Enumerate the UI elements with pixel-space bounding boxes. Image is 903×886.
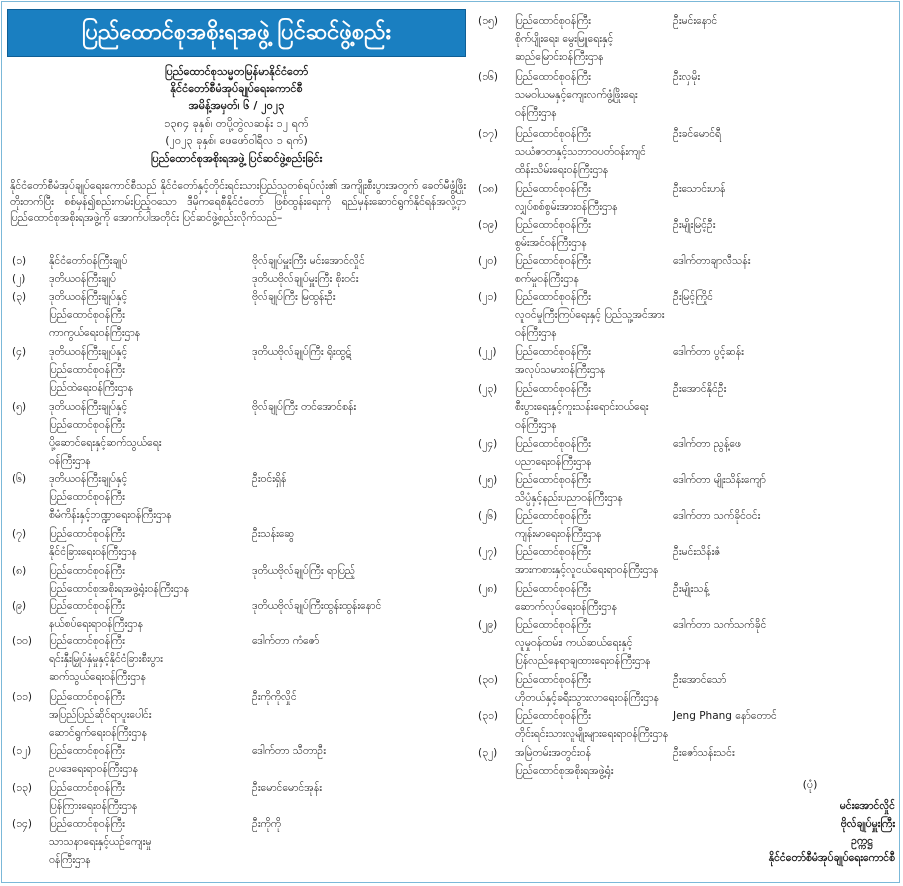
signature-mark: (ပုံ) (802, 778, 818, 791)
ministry-title (49, 815, 244, 869)
ministry-title-line: ပြည်ထောင်စုဝန်ကြီး (515, 619, 591, 631)
ministry-title (49, 632, 244, 686)
ministry-title-line: ပြည်ထောင်စုဝန်ကြီး (515, 583, 591, 595)
intro-paragraph: နိုင်ငံတော်စီမံအုပ်ချုပ်ရေးကောင်စီသည် နိုင်ငံတော်နှင့်တိုင်းရင်းသားပြည်သူတစ်ရပ်လုံး၏ အကျိုးစီးပွားအတွက် ခေတ်မီဖွံ့ဖြိုးတိုးတက်ပြီး စစ်မှန်၍စည်းကမ်းပြည့်ဝသော ဒီမိုကရေစီနိုင်ငံတော် ဖြစ်ထွန်းရေးကို ရည်မှန်းဆောင်ရွက်နိုင်ရန်အလို့ငှာ ပြည်ထောင်စုအစိုးရအဖွဲ့ကို အောက်ပါအတိုင်း ပြင်ဆင်ဖွဲ့စည်းလိုက်သည်– (10, 180, 466, 224)
appointment-number: (၁၀) (12, 635, 33, 647)
ministry-title-line: ဝန်ကြီးဌာန (515, 419, 557, 431)
ministry-title (49, 742, 244, 778)
ministry-title-line: ဥပဒေရေးရာဝန်ကြီးဌာန (49, 763, 138, 775)
ministry-title-line: ပြည်ထောင်စုဝန်ကြီး (49, 600, 125, 612)
appointment-number: (၁၅) (478, 15, 499, 27)
ministry-title-line: ပြည်ထောင်စုဝန်ကြီး (515, 219, 591, 231)
ministry-title-line: ပြည်ထောင်စုဝန်ကြီး (515, 546, 591, 558)
appointee-name: Jeng Phang နော်တောင် (673, 710, 777, 722)
ministry-title-line: ဝန်ကြီးဌာန (515, 107, 557, 119)
ministry-title (49, 525, 244, 561)
ministry-title-line: ပြည်ထောင်စုဝန်ကြီး (49, 491, 125, 503)
appointment-number: (၂၇) (478, 546, 498, 558)
ministry-title-line: ပြည်ထောင်စုဝန်ကြီး (515, 71, 591, 83)
ministry-title (49, 288, 244, 342)
ministry-title-line: ဆောင်ရွက်ရေးဝန်ကြီးဌာန (49, 727, 147, 739)
ministry-title (49, 597, 244, 633)
appointment-number: (၁၃) (12, 782, 33, 794)
appointee-name: ဒုတိယဗိုလ်ချုပ်မှူးကြီး စိုးဝင်း (252, 273, 359, 285)
appointment-number: (၈) (12, 565, 27, 577)
appointment-number: (၂၃) (478, 383, 498, 395)
ministry-title-line: ဆောက်လုပ်ရေးဝန်ကြီးဌာန (515, 601, 617, 613)
ministry-title-line: ပြည်ထောင်စုဝန်ကြီး (49, 818, 125, 830)
appointment-number: (၉) (12, 600, 27, 612)
ministry-title-line: ပြည်ထောင်စုဝန်ကြီး (49, 565, 125, 577)
header-date-gregorian: (၂၀၂၃ ခုနှစ်၊ ဖေဖော်ဝါရီလ ၁ ရက်) (165, 134, 308, 147)
ministry-title-line: ဒုတိယဝန်ကြီးချုပ်နှင့် (49, 291, 128, 303)
ministry-title-line: ပြည်ထောင်စုဝန်ကြီး (515, 474, 591, 486)
ministry-title-line: စွမ်းအင်ဝန်ကြီးဌာန (515, 237, 587, 249)
ministry-title-line: ပြည်ထောင်စုဝန်ကြီး (515, 710, 591, 722)
appointment-number: (၂၁) (478, 291, 498, 303)
ministry-title-line: ပြည်ထောင်စုဝန်ကြီး (515, 128, 591, 140)
appointee-name: ဒေါက်တာ ပွင့်ဆန်း (673, 346, 744, 358)
appointee-name: ဒုတိယဗိုလ်ချုပ်ကြီးထွန်းထွန်းနောင် (252, 600, 382, 612)
ministry-title-line: ထိန်းသိမ်းရေးဝန်ကြီးဌာန (515, 164, 609, 176)
ministry-title-line: ပြည်ထောင်စုဝန်ကြီး (49, 528, 125, 540)
ministry-title-line: တိုင်းရင်းသားလူမျိုးများရေးရာဝန်ကြီးဌာန (515, 728, 669, 740)
ministry-title (49, 343, 244, 397)
ministry-title-line: အပြည်ပြည်ဆိုင်ရာပူးပေါင်း (49, 709, 152, 721)
appointee-name: ဒေါက်တာ သီတာဦး (252, 745, 326, 757)
header-order-number: အမိန့်အမှတ်၊ ၆ / ၂၀၂၃ (188, 99, 285, 112)
appointment-number: (၁၉) (478, 219, 499, 231)
ministry-title (49, 252, 244, 270)
appointment-number: (၅) (12, 401, 27, 413)
appointee-name: ဦးမျိုးမြင့်ဦး (673, 219, 716, 231)
appointment-number: (၂၈) (478, 583, 498, 595)
ministry-title-line: ပြည်ထောင်စုဝန်ကြီး (515, 291, 591, 303)
appointment-number: (၆) (12, 473, 27, 485)
ministry-title-line: ဟိုတယ်နှင့်ခရီးသွားလာရေးဝန်ကြီးဌာန (515, 692, 659, 704)
ministry-title-line: ပြည်ထောင်စုအစိုးရအဖွဲ့ရုံးဝန်ကြီးဌာန (49, 583, 189, 595)
ministry-title-line: ပြည်ထောင်စုဝန်ကြီး (515, 383, 591, 395)
appointment-number: (၂၀) (478, 255, 498, 267)
appointee-name: ဒေါက်တာ ညွန့်ဖေ (673, 438, 742, 450)
ministry-title-line: နယ်စပ်ရေးရာဝန်ကြီးဌာန (49, 618, 143, 630)
appointee-name: ဒုတိယဗိုလ်ချုပ်ကြီး ရိုးထွဋ် (252, 346, 352, 358)
ministry-title-line: ပြည်ထောင်စုဝန်ကြီး (515, 438, 591, 450)
appointment-number: (၂၄) (478, 438, 498, 450)
appointee-name: ဦးသန်းဆွေ (252, 528, 295, 540)
appointee-name: ဦးဇော်သန်းသင်း (673, 747, 735, 759)
ministry-title-line: ဆက်သွယ်ရေးဝန်ကြီးဌာန (49, 671, 146, 683)
appointee-name: ဒေါက်တာချာလီသန်း (673, 255, 751, 267)
ministry-title-line: ပြည်ထောင်စုဝန်ကြီး (49, 782, 125, 794)
appointment-number: (၁၈) (478, 183, 499, 195)
ministry-title-line: လျှပ်စစ်စွမ်းအားဝန်ကြီးဌာန (515, 201, 618, 213)
header-subject: ပြည်ထောင်စုအစိုးရအဖွဲ့ ပြင်ဆင်ဖွဲ့စည်းခြင်း (150, 152, 323, 165)
appointee-name: ဗိုလ်ချုပ်ကြီး တင်အောင်စန်း (252, 401, 357, 413)
appointee-name: ဦးဝင်းရှိန် (252, 473, 287, 485)
appointee-name: ဦးမောင်မောင်အုန်း (252, 782, 322, 794)
ministry-title (49, 688, 244, 742)
header-council: နိုင်ငံတော်စီမံအုပ်ချုပ်ရေးကောင်စီ (170, 82, 303, 95)
ministry-title-line: ပြည်ထောင်စုအစိုးရအဖွဲ့ရုံး (515, 765, 614, 777)
ministry-title-line: သယံဇာတနှင့်သဘာဝပတ်ဝန်းကျင် (515, 146, 646, 158)
ministry-title-line: အမြဲတမ်းအတွင်းဝန် (515, 747, 591, 759)
signature-org: နိုင်ငံတော်စီမံအုပ်ချုပ်ရေးကောင်စီ (768, 852, 895, 864)
appointee-name: ဦးကိုကိုလှိုင် (252, 691, 297, 703)
ministry-title-line: ပြည်ထောင်စုဝန်ကြီး (49, 745, 125, 757)
ministry-title-line: ပညာရေးဝန်ကြီးဌာန (515, 456, 592, 468)
ministry-title-line: ရင်းနှီးမြှုပ်နှံမှုနှင့်နိုင်ငံခြားစီးပွား (49, 653, 163, 665)
appointment-number: (၁၂) (12, 745, 32, 757)
appointee-name: ဗိုလ်ချုပ်ကြီး မြထွန်းဦး (252, 291, 336, 303)
appointment-number: (၃) (12, 291, 27, 303)
appointee-name: ဦးမြင့်ကြိုင် (673, 291, 713, 303)
appointment-number: (၇) (12, 528, 27, 540)
appointment-number: (၁၆) (478, 71, 499, 83)
ministry-title-line: ပြန်လည်နေရာချထားရေးဝန်ကြီးဌာန (515, 655, 651, 667)
header-date-myanmar: ၁၃၈၄ ခုနှစ်၊ တပို့တွဲလဆန်း ၁၂ ရက် (164, 117, 309, 130)
ministry-title-line: ဒုတိယဝန်ကြီးချုပ်နှင့် (49, 346, 128, 358)
ministry-title-line: ပြည်ထဲရေးဝန်ကြီးဌာန (49, 382, 134, 394)
appointee-name: ဒုတိယဗိုလ်ချုပ်ကြီး ရာပြည့် (252, 565, 356, 577)
ministry-title-line: စီမံကိန်းနှင့်ဘဏ္ဍာရေးဝန်ကြီးဌာန (49, 509, 172, 521)
appointment-number: (၄) (12, 346, 27, 358)
ministry-title-line: ပြည်ထောင်စုဝန်ကြီး (49, 635, 125, 647)
signature-rank: ဗိုလ်ချုပ်မှူးကြီး (840, 818, 895, 830)
appointee-name: ဒေါက်တာ မျိုးသိန်းကျော် (673, 474, 766, 486)
ministry-title-line: အလုပ်သမားဝန်ကြီးဌာန (515, 364, 606, 376)
ministry-title-line: သာသနာရေးနှင့်ယဉ်ကျေးမှု (49, 836, 152, 848)
ministry-title (49, 562, 244, 598)
appointment-number: (၂) (12, 273, 26, 285)
appointee-name: ဦးမင်းသိန်းဇံ (673, 546, 721, 558)
ministry-title-line: ပြည်ထောင်စုဝန်ကြီး (515, 15, 591, 27)
appointment-number: (၁၄) (12, 818, 33, 830)
ministry-title-line: ဝန်ကြီးဌာန (49, 854, 91, 866)
ministry-title-line: လူမှုဝန်ထမ်း၊ ကယ်ဆယ်ရေးနှင့် (515, 637, 633, 649)
signature-role: ဥက္ကဋ္ဌ (851, 835, 873, 847)
ministry-title-line: နိုင်ငံတော်ဝန်ကြီးချုပ် (49, 255, 128, 267)
appointee-name: ဦးအောင်နိုင်ဦး (673, 383, 727, 395)
ministry-title-line: စီးပွားရေးနှင့်ကူးသန်းရောင်းဝယ်ရေး (515, 401, 649, 413)
appointee-name: ဦးအောင်သော် (673, 674, 727, 686)
appointment-number: (၂၉) (478, 619, 498, 631)
signature-name: မင်းအောင်လှိုင် (839, 800, 895, 812)
ministry-title-line: ဆည်မြောင်းဝန်ကြီးဌာန (515, 51, 604, 63)
ministry-title-line: အားကစားနှင့်လူငယ်ရေးရာဝန်ကြီးဌာန (515, 564, 659, 576)
appointment-number: (၂၆) (478, 510, 498, 522)
ministry-title-line: ဒုတိယဝန်ကြီးချုပ်နှင့် (49, 473, 128, 485)
appointment-number: (၁၁) (12, 691, 33, 703)
page-title: ပြည်ထောင်စုအစိုးရအဖွဲ့ ပြင်ဆင်ဖွဲ့စည်း (7, 9, 466, 57)
ministry-title-line: ပြည်ထောင်စုဝန်ကြီး (515, 510, 591, 522)
appointment-number: (၃၁) (478, 710, 499, 722)
appointment-number: (၃၀) (478, 674, 499, 686)
ministry-title-line: ဝန်ကြီးဌာန (515, 327, 557, 339)
appointee-name: ဦးမင်းနောင် (673, 15, 718, 27)
appointee-name: ဒေါက်တာ သက်သက်ခိုင် (673, 619, 767, 631)
ministry-title-line: ပို့ဆောင်ရေးနှင့်ဆက်သွယ်ရေး (49, 437, 162, 449)
ministry-title-line: ဒုတိယဝန်ကြီးချုပ် (49, 273, 116, 285)
ministry-title-line: ဝန်ကြီးဌာန (49, 455, 91, 467)
ministry-title-line: ပြည်ထောင်စုဝန်ကြီး (515, 346, 591, 358)
ministry-title-line: စက်မှုဝန်ကြီးဌာန (515, 273, 579, 285)
ministry-title-line: ကာကွယ်ရေးဝန်ကြီးဌာန (49, 327, 141, 339)
ministry-title-line: စိုက်ပျိုးရေး၊ မွေးမြူရေးနှင့် (515, 33, 614, 45)
ministry-title-line: ကျန်းမာရေးဝန်ကြီးဌာန (515, 528, 602, 540)
ministry-title-line: သမဝါယမနှင့်ကျေးလက်ဖွံ့ဖြိုးရေး (515, 89, 638, 101)
appointee-name: ဒေါက်တာ သက်ခိုင်ဝင်း (673, 510, 761, 522)
ministry-title (49, 470, 244, 524)
appointee-name: ဦးခင်မောင်ရီ (673, 128, 722, 140)
ministry-title (49, 779, 244, 815)
appointment-number: (၂၂) (478, 346, 497, 358)
header-country: ပြည်ထောင်စုသမ္မတမြန်မာနိုင်ငံတော် (164, 65, 309, 78)
ministry-title-line: ပြည်ထောင်စုဝန်ကြီး (49, 691, 125, 703)
ministry-title (49, 270, 244, 288)
ministry-title-line: ပြည်ထောင်စုဝန်ကြီး (515, 674, 591, 686)
appointment-number: (၂၅) (478, 474, 498, 486)
ministry-title-line: ဒုတိယဝန်ကြီးချုပ်နှင့် (49, 401, 128, 413)
ministry-title-line: ပြည်ထောင်စုဝန်ကြီး (515, 183, 591, 195)
appointment-number: (၃၂) (478, 747, 498, 759)
ministry-title-line: ပြည်ထောင်စုဝန်ကြီး (49, 419, 125, 431)
ministry-title (49, 398, 244, 470)
appointee-name: ဦးသောင်းဟန် (673, 183, 726, 195)
ministry-title-line: ပြန်ကြားရေးဝန်ကြီးဌာန (49, 800, 138, 812)
ministry-title-line: ပြည်ထောင်စုဝန်ကြီး (49, 364, 125, 376)
appointment-number: (၁) (12, 255, 27, 267)
ministry-title-line: ပြည်ထောင်စုဝန်ကြီး (49, 309, 125, 321)
appointee-name: ဦးမျိုးသန့် (673, 583, 709, 595)
appointee-name: ဦးကိုကို (252, 818, 282, 830)
ministry-title-line: နိုင်ငံခြားရေးဝန်ကြီးဌာန (49, 546, 137, 558)
appointee-name: ဦးလှမိုး (673, 71, 700, 83)
ministry-title-line: ပြည်ထောင်စုဝန်ကြီး (515, 255, 591, 267)
appointment-number: (၁၇) (478, 128, 499, 140)
ministry-title-line: သိပ္ပံနှင့်နည်းပညာဝန်ကြီးဌာန (515, 492, 623, 504)
appointee-name: ဗိုလ်ချုပ်မှူးကြီး မင်းအောင်လှိုင် (252, 255, 365, 267)
appointee-name: ဒေါက်တာ ကံဇော် (252, 635, 320, 647)
ministry-title-line: လူဝင်မှုကြီးကြပ်ရေးနှင့် ပြည်သူ့အင်အား (515, 309, 665, 321)
